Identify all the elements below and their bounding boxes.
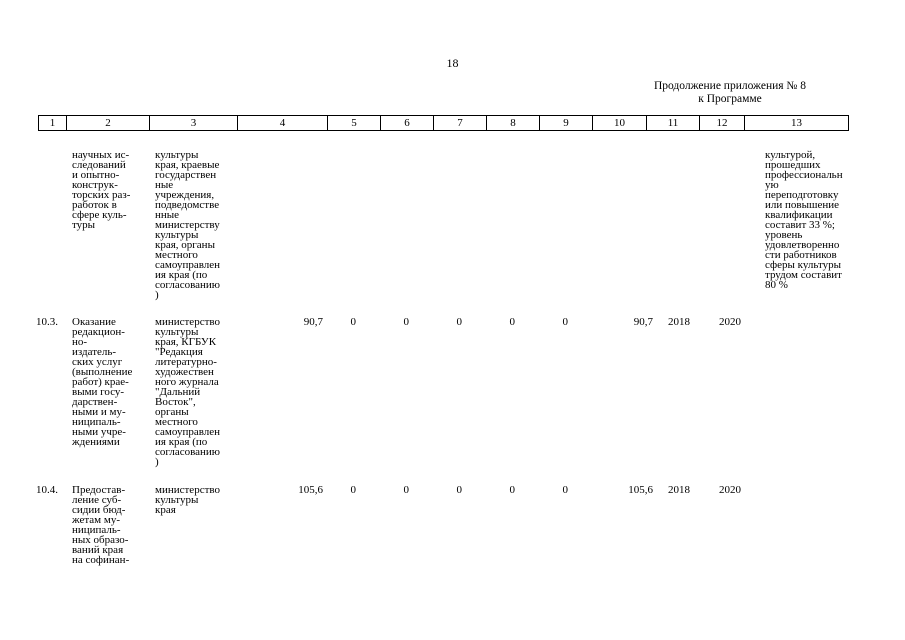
start-year-cell: 2018 xyxy=(668,316,690,328)
column-header-9: 9 xyxy=(540,116,593,131)
continuation-executor-cell: культуры края, краевые государствен ные учреждения, подведомстве нные министерству культуры края, органы местного самоуправлен ия края (по согласованию ) xyxy=(155,149,221,301)
appendix-caption xyxy=(600,80,860,106)
value-cell-10: 90,7 xyxy=(633,316,653,328)
column-header-4: 4 xyxy=(238,116,328,131)
value-cell-6: 0 xyxy=(403,484,409,496)
value-cell-6: 0 xyxy=(403,316,409,328)
value-cell-5: 0 xyxy=(350,484,356,496)
column-header-8: 8 xyxy=(487,116,540,131)
appendix-line-1: Продолжение приложения № 8 xyxy=(653,80,807,92)
value-cell-10: 105,6 xyxy=(628,484,653,496)
executor-cell: министерство культуры края xyxy=(155,484,221,516)
start-year-cell: 2018 xyxy=(668,484,690,496)
column-header-5: 5 xyxy=(328,116,381,131)
event-name-cell: Оказание редакцион- но- издатель- ских услуг (выполнение работ) крае- выми госу- дарствен- ными и му- ниципаль- ными учре- ждениями xyxy=(72,316,133,448)
column-header-12: 12 xyxy=(700,116,745,131)
column-header-1: 1 xyxy=(39,116,67,131)
continuation-result-cell: культурой, прошедших профессиональн ую переподготовку или повышение квалификации составит 33 %; уровень удовлетворенно сти работников сферы культуры трудом составит 80 % xyxy=(765,149,843,291)
column-header-10: 10 xyxy=(593,116,647,131)
value-cell-7: 0 xyxy=(456,484,462,496)
value-cell-9: 0 xyxy=(562,316,568,328)
row-number-cell: 10.3. xyxy=(36,316,58,328)
end-year-cell: 2020 xyxy=(719,484,741,496)
column-header-2: 2 xyxy=(67,116,150,131)
end-year-cell: 2020 xyxy=(719,316,741,328)
event-name-cell: Предостав- ление суб- сидии бюд- жетам му- ниципаль- ных образо- ваний края на софинан- xyxy=(72,484,130,566)
appendix-line-2: к Программе xyxy=(698,93,762,105)
total-cell: 90,7 xyxy=(303,316,323,328)
value-cell-5: 0 xyxy=(350,316,356,328)
column-header-7: 7 xyxy=(434,116,487,131)
column-header-3: 3 xyxy=(150,116,238,131)
value-cell-7: 0 xyxy=(456,316,462,328)
column-header-6: 6 xyxy=(381,116,434,131)
column-header-11: 11 xyxy=(647,116,700,131)
column-number-header xyxy=(38,115,849,131)
value-cell-9: 0 xyxy=(562,484,568,496)
total-cell: 105,6 xyxy=(298,484,323,496)
column-header-13: 13 xyxy=(745,116,849,131)
value-cell-8: 0 xyxy=(509,484,515,496)
page-number: 18 xyxy=(446,56,459,70)
executor-cell: министерство культуры края, КГБУК "Редакция литературно- художествен ного журнала "Дальний Восток", органы местного самоуправлен ия края (по согласованию ) xyxy=(155,316,221,468)
continuation-name-cell: научных ис- следований и опытно- конструк- торских раз- работок в сфере куль- туры xyxy=(72,149,131,231)
row-number-cell: 10.4. xyxy=(36,484,58,496)
value-cell-8: 0 xyxy=(509,316,515,328)
